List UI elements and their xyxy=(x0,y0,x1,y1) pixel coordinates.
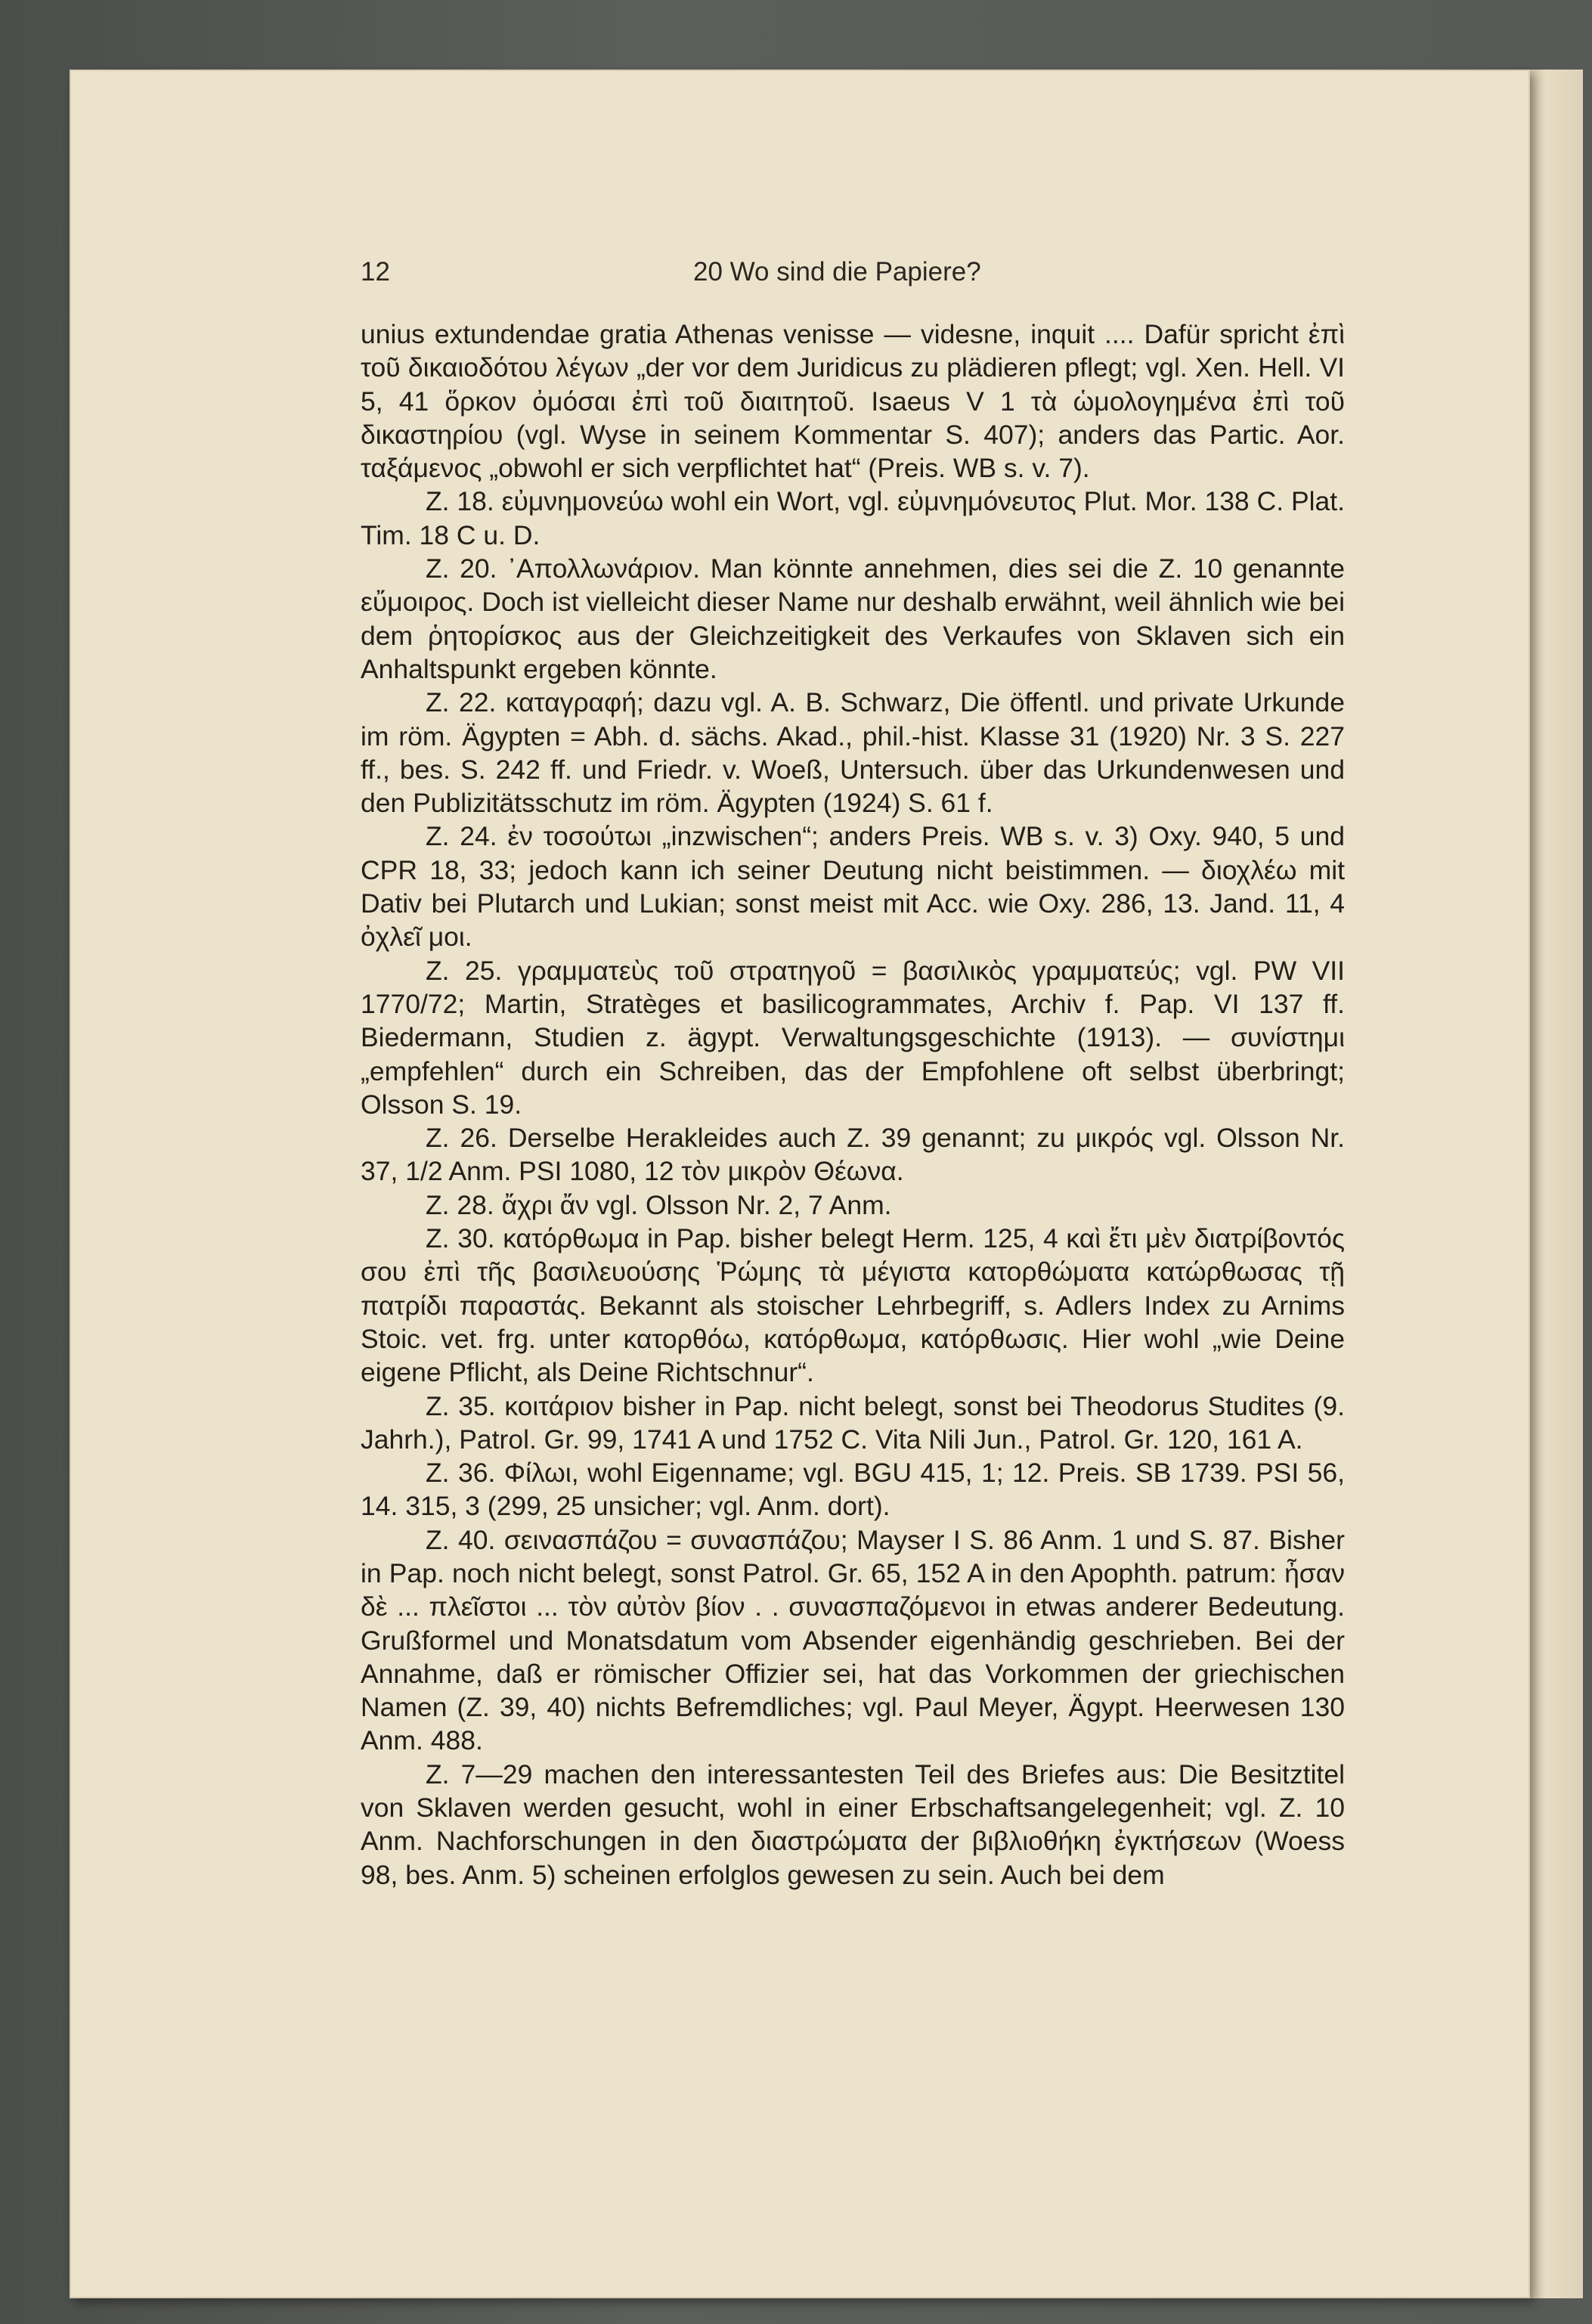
note-z18: Z. 18. εὐμνημονεύω wohl ein Wort, vgl. εὐμνημόνευτος Plut. Mor. 138 C. Plat. Tim. 18 C u. D. xyxy=(361,486,1345,550)
note-z20: Z. 20. ᾿Απολλωνάριον. Man könnte annehmen, dies sei die Z. 10 genannte εὔμοιρος. Doch ist vielleicht dieser Name nur deshalb erwähnt, weil ähnlich wie bei dem ῥητορίσκος aus der Gleichzeitigkeit des Verkaufes von Sklaven sich ein Anhaltspunkt ergeben könnte. xyxy=(361,553,1345,684)
next-page-edge xyxy=(1530,70,1583,2298)
note-z35: Z. 35. κοιτάριον bisher in Pap. nicht belegt, sonst bei Theodorus Studites (9. Jahrh.), Patrol. Gr. 99, 1741 A und 1752 C. Vita Nili Jun., Patrol. Gr. 120, 161 A. xyxy=(361,1390,1345,1455)
page-number: 12 xyxy=(361,257,390,287)
note-z30: Z. 30. κατόρθωμα in Pap. bisher belegt Herm. 125, 4 καὶ ἔτι μὲν διατρίβοντός σου ἐπὶ τῆς βασιλευούσης Ῥώμης τὰ μέγιστα κατορθώματα κατώρθωσας τῇ πατρίδι παραστάς. Bekannt als stoischer Lehrbegriff, s. Adlers Index zu Arnims Stoic. vet. frg. unter κατορθόω, κατόρθωμα, κατόρθωσις. Hier wohl „wie Deine eigene Pflicht, als Deine Richtschnur“. xyxy=(361,1223,1345,1388)
note-z7-29: Z. 7—29 machen den interessantesten Teil des Briefes aus: Die Besitztitel von Sklaven werden gesucht, wohl in einer Erbschaftsangelegenheit; vgl. Z. 10 Anm. Nachforschungen in den διαστρώματα der βιβλιοθήκη ἐγκτήσεων (Woess 98, bes. Anm. 5) scheinen erfolglos gewesen zu sein. Auch bei dem xyxy=(361,1758,1345,1890)
note-z25: Z. 25. γραμματεὺς τοῦ στρατηγοῦ = βασιλικὸς γραμματεύς; vgl. PW VII 1770/72; Martin, Stratèges et basilicogrammates, Archiv f. Pap. VI 137 ff. Biedermann, Studien z. ägypt. Verwaltungsgeschichte (1913). — συνίστημι „empfehlen“ durch ein Schreiben, das der Empfohlene oft selbst überbringt; Olsson S. 19. xyxy=(361,955,1345,1120)
note-z26: Z. 26. Derselbe Herakleides auch Z. 39 genannt; zu μικρός vgl. Olsson Nr. 37, 1/2 Anm. PSI 1080, 12 τὸν μικρὸν Θέωνα. xyxy=(361,1123,1345,1187)
note-z22: Z. 22. καταγραφή; dazu vgl. A. B. Schwarz, Die öffentl. und private Urkunde im röm. Ägypten = Abh. d. sächs. Akad., phil.-hist. Klasse 31 (1920) Nr. 3 S. 227 ff., bes. S. 242 ff. und Friedr. v. Woeß, Untersuch. über das Urkundenwesen und den Publizitätsschutz im röm. Ägypten (1924) S. 61 f. xyxy=(361,687,1345,819)
note-z28: Z. 28. ἄχρι ἄν vgl. Olsson Nr. 2, 7 Anm. xyxy=(426,1189,892,1220)
note-z36: Z. 36. Φίλωι, wohl Eigenname; vgl. BGU 415, 1; 12. Preis. SB 1739. PSI 56, 14. 315, 3 (299, 25 unsicher; vgl. Anm. dort). xyxy=(361,1458,1345,1522)
note-z24: Z. 24. ἐν τοσούτωι „inzwischen“; anders Preis. WB s. v. 3) Oxy. 940, 5 und CPR 18, 33; jedoch kann ich seiner Deutung nicht beistimmen. — διοχλέω mit Dativ bei Plutarch und Lukian; sonst meist mit Acc. wie Oxy. 286, 13. Jand. 11, 4 ὀχλεῖ μοι. xyxy=(361,821,1345,953)
note-z40: Z. 40. σεινασπάζου = συνασπάζου; Mayser I S. 86 Anm. 1 und S. 87. Bisher in Pap. noch nicht belegt, sonst Patrol. Gr. 65, 152 A in den Apophth. patrum: ἦσαν δὲ ... πλεῖστοι ... τὸν αὐτὸν βίον . . συνασπαζόμενοι in etwas anderer Bedeutung. Grußformel und Monatsdatum vom Absender eigenhändig geschrieben. Bei der Annahme, daß er römischer Offizier sei, hat das Vorkommen der griechischen Namen (Z. 39, 40) nichts Befremdliches; vgl. Paul Meyer, Ägypt. Heerwesen 130 Anm. 488. xyxy=(361,1524,1345,1756)
paragraph-intro: unius extundendae gratia Athenas venisse — videsne, inquit .... Dafür spricht ἐπὶ τοῦ δικαιοδότου λέγων „der vor dem Juridicus zu plädieren pflegt; vgl. Xen. Hell. VI 5, 41 ὅρκον ὀμόσαι ἐπὶ τοῦ διαιτητοῦ. Isaeus V 1 τὰ ὡμολογημένα ἐπὶ τοῦ δικαστηρίου (vgl. Wyse in seinem Kommentar S. 407); anders das Partic. Aor. ταξάμενος „obwohl er sich verpflichtet hat“ (Preis. WB s. v. 7). xyxy=(361,319,1345,484)
body-text xyxy=(361,318,1345,1892)
running-title: 20 Wo sind die Papiere? xyxy=(693,257,981,287)
page-header xyxy=(361,257,1343,295)
